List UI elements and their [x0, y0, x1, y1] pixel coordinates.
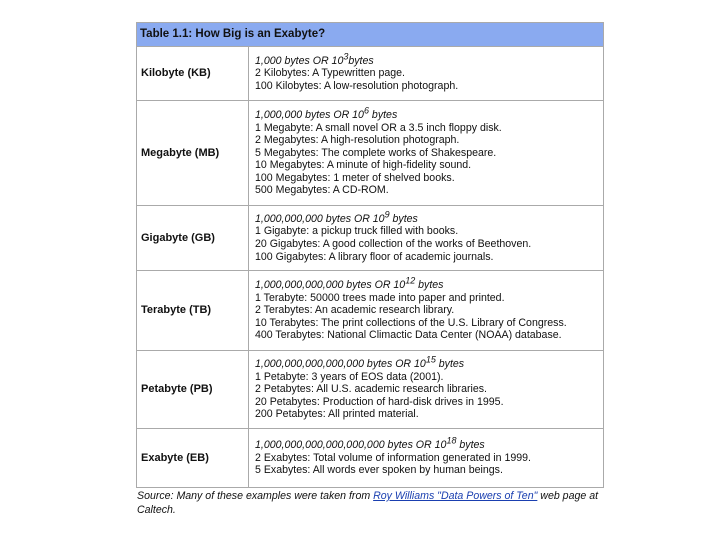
definition-text: 1,000 bytes OR 10	[255, 54, 344, 67]
table-row	[137, 101, 604, 206]
source-note	[137, 490, 607, 517]
unit-definition	[255, 209, 599, 226]
example-item: 100 Kilobytes: A low-resolution photograph.	[255, 79, 459, 92]
exponent: 3	[343, 51, 349, 62]
definition-suffix: bytes	[389, 212, 418, 225]
unit-label: Megabyte (MB)	[137, 101, 249, 206]
source-suffix: web page at Caltech.	[137, 490, 599, 516]
unit-label: Exabyte (EB)	[137, 429, 249, 488]
definition-suffix: bytes	[368, 108, 398, 121]
unit-label: Terabyte (TB)	[137, 271, 249, 351]
definition-suffix: bytes	[456, 439, 485, 452]
example-item: 20 Gigabytes: A good collection of the works of Beethoven.	[255, 238, 532, 250]
example-item: 5 Megabytes: The complete works of Shakespeare.	[255, 146, 497, 159]
unit-description	[249, 429, 604, 488]
unit-definition	[255, 435, 599, 452]
exponent: 15	[425, 354, 436, 365]
table-row	[137, 206, 604, 271]
unit-label: Kilobyte (KB)	[137, 47, 249, 101]
example-item: 1 Gigabyte: a pickup truck filled with books.	[255, 225, 459, 238]
definition-suffix: bytes	[435, 358, 465, 371]
definition-suffix: bytes	[348, 54, 374, 67]
example-item: 2 Exabytes: Total volume of information generated in 1999.	[255, 451, 532, 464]
source-prefix: Source: Many of these examples were taken from	[137, 490, 374, 502]
example-item: 100 Gigabytes: A library floor of academic journals.	[255, 250, 494, 263]
table-row	[137, 351, 604, 429]
unit-description	[249, 206, 604, 271]
unit-definition	[255, 275, 599, 292]
example-item: 2 Kilobytes: A Typewritten page.	[255, 67, 405, 80]
example-item: 2 Megabytes: A high-resolution photograph.	[255, 134, 460, 147]
example-item: 5 Exabytes: All words ever spoken by human beings.	[255, 464, 503, 477]
unit-label: Gigabyte (GB)	[137, 206, 249, 271]
example-item: 2 Petabytes: All U.S. academic research libraries.	[255, 383, 487, 396]
unit-description	[249, 351, 604, 429]
example-item: 500 Megabytes: A CD-ROM.	[255, 184, 389, 197]
definition-text: 1,000,000,000,000,000 bytes OR 10	[255, 358, 426, 371]
example-item: 1 Petabyte: 3 years of EOS data (2001).	[255, 370, 444, 383]
unit-description	[249, 47, 604, 101]
example-item: 1 Terabyte: 50000 trees made into paper and printed.	[255, 291, 505, 304]
exponent: 18	[446, 435, 457, 446]
unit-definition	[255, 51, 599, 68]
definition-text: 1,000,000,000,000,000,000 bytes OR 10	[255, 439, 447, 452]
example-item: 400 Terabytes: National Climactic Data Center (NOAA) database.	[255, 329, 562, 342]
example-item: 200 Petabytes: All printed material.	[255, 408, 419, 421]
source-link[interactable]: Roy Williams "Data Powers of Ten"	[373, 490, 538, 502]
example-item: 2 Terabytes: An academic research library.	[255, 304, 455, 317]
unit-definition	[255, 354, 599, 371]
example-item: 10 Megabytes: A minute of high-fidelity sound.	[255, 159, 472, 172]
definition-text: 1,000,000,000 bytes OR 10	[255, 212, 385, 225]
example-item: 100 Megabytes: 1 meter of shelved books.	[255, 171, 455, 184]
unit-description	[249, 101, 604, 206]
exabyte-table	[136, 22, 604, 488]
example-item: 20 Petabytes: Production of hard-disk drives in 1995.	[255, 395, 504, 408]
example-item: 1 Megabyte: A small novel OR a 3.5 inch floppy disk.	[255, 121, 502, 134]
exponent: 12	[405, 275, 416, 286]
definition-text: 1,000,000,000,000 bytes OR 10	[255, 279, 406, 292]
definition-text: 1,000,000 bytes OR 10	[255, 108, 364, 121]
table-row	[137, 47, 604, 101]
exponent: 6	[363, 105, 369, 116]
table-row	[137, 429, 604, 488]
table-row	[137, 271, 604, 351]
unit-definition	[255, 105, 599, 122]
exponent: 9	[384, 209, 390, 220]
unit-label: Petabyte (PB)	[137, 351, 249, 429]
unit-description	[249, 271, 604, 351]
table-title: Table 1.1: How Big is an Exabyte?	[137, 23, 604, 47]
example-item: 10 Terabytes: The print collections of the U.S. Library of Congress.	[255, 316, 567, 329]
definition-suffix: bytes	[415, 279, 444, 292]
